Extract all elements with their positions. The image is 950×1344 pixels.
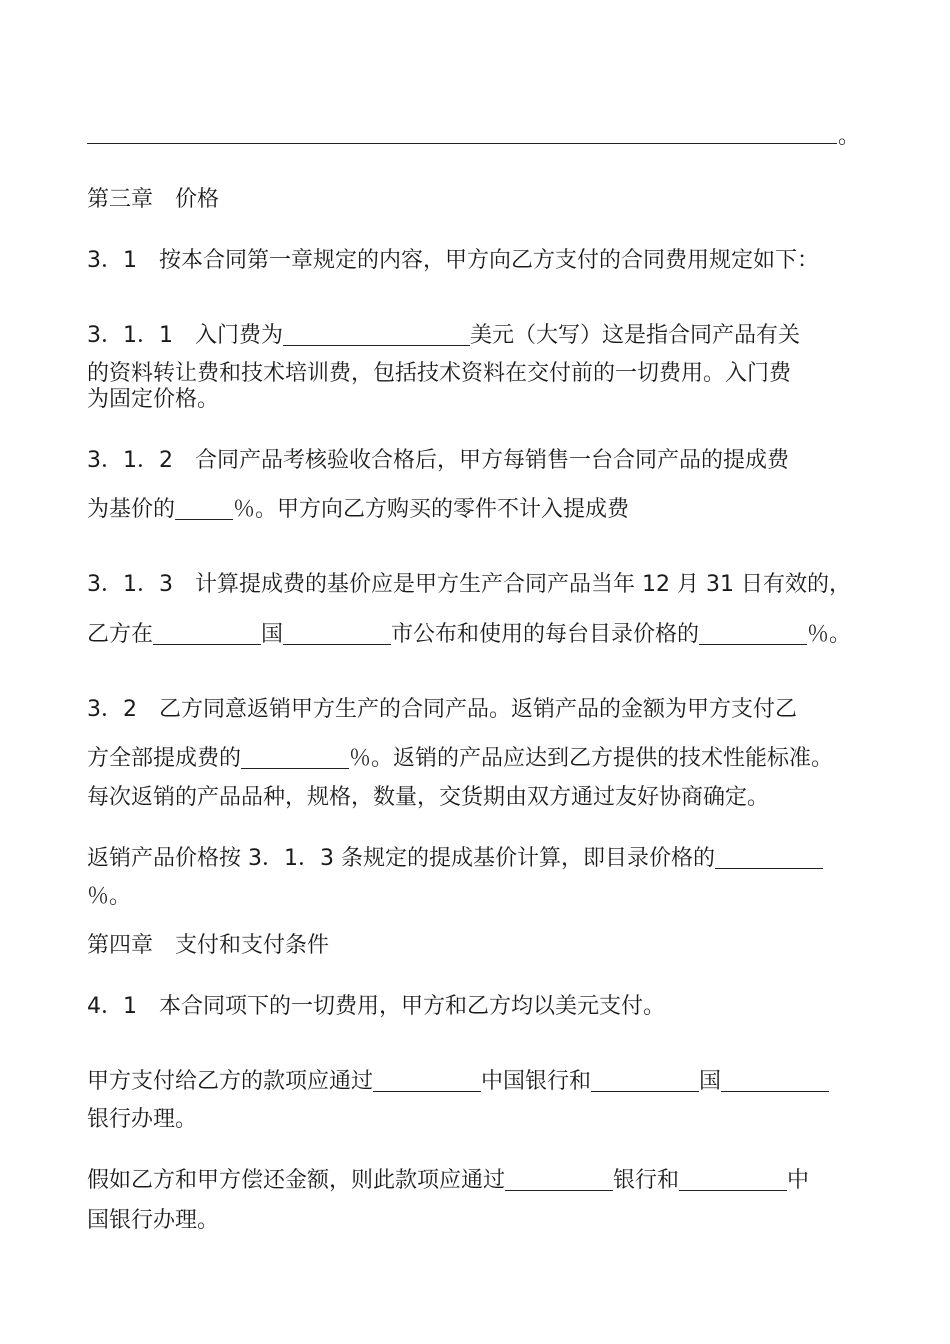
blank-royalty-rate: [175, 497, 233, 520]
payment-line1: 甲方支付给乙方的款项应通过 中国银行和 国: [87, 1069, 829, 1095]
blank-payment-country: [591, 1069, 699, 1092]
clause-3-1-1-line3: 为固定价格。: [87, 387, 220, 412]
clause-3-2-line3: 每次返销的产品品种，规格，数量，交货期由双方通过友好协商确定。: [87, 785, 770, 810]
payment-line2: 银行办理。: [87, 1107, 198, 1132]
chapter-4-title: 第四章 支付和支付条件: [87, 933, 330, 958]
resale-price-line1: 返销产品价格按 3．1．3 条规定的提成基价计算，即目录价格的: [87, 846, 823, 872]
repayment-line2: 国银行办理。: [87, 1208, 220, 1233]
blank-city: [283, 622, 391, 645]
blank-entry-fee: [283, 323, 470, 346]
clause-3-2-line1: 3．2 乙方同意返销甲方生产的合同产品。返销产品的金额为甲方支付乙: [87, 697, 797, 722]
repayment-line1: 假如乙方和甲方偿还金额，则此款项应通过 银行和 中: [87, 1168, 810, 1193]
blank-resale-percent: [241, 746, 349, 769]
blank-repayment-bank: [505, 1168, 613, 1191]
blank-repayment-bank-2: [679, 1168, 787, 1191]
clause-3-1: 3．1 按本合同第一章规定的内容，甲方向乙方支付的合同费用规定如下：: [87, 248, 819, 273]
top-line-end: 。: [838, 124, 861, 149]
clause-4-1: 4．1 本合同项下的一切费用，甲方和乙方均以美元支付。: [87, 994, 665, 1019]
blank-resale-price-percent: [715, 846, 823, 869]
clause-3-1-1-line1: 3．1．1 入门费为 美元（大写）这是指合同产品有关: [87, 323, 801, 348]
blank-country: [153, 622, 261, 645]
clause-3-1-3-line1: 3．1．3 计算提成费的基价应是甲方生产合同产品当年 12 月 31 日有效的，: [87, 572, 851, 597]
chapter-3-title: 第三章 价格: [87, 187, 220, 212]
clause-3-1-2-line1: 3．1．2 合同产品考核验收合格后，甲方每销售一台合同产品的提成费: [87, 448, 789, 473]
blank-catalog-percent: [699, 622, 807, 645]
clause-3-1-3-line2: 乙方在 国 市公布和使用的每台目录价格的 ％。: [87, 622, 852, 647]
blank-payment-foreign-bank: [721, 1069, 829, 1092]
blank-line-top: [87, 143, 837, 144]
resale-price-line2: ％。: [87, 884, 132, 909]
clause-3-2-line2: 方全部提成费的 ％。返销的产品应达到乙方提供的技术性能标准。: [87, 746, 834, 771]
clause-3-1-1-line2: 的资料转让费和技术培训费，包括技术资料在交付前的一切费用。入门费: [87, 361, 792, 386]
clause-3-1-2-line2: 为基价的 ％。甲方向乙方购买的零件不计入提成费: [87, 497, 630, 522]
blank-payment-bank: [373, 1069, 481, 1092]
